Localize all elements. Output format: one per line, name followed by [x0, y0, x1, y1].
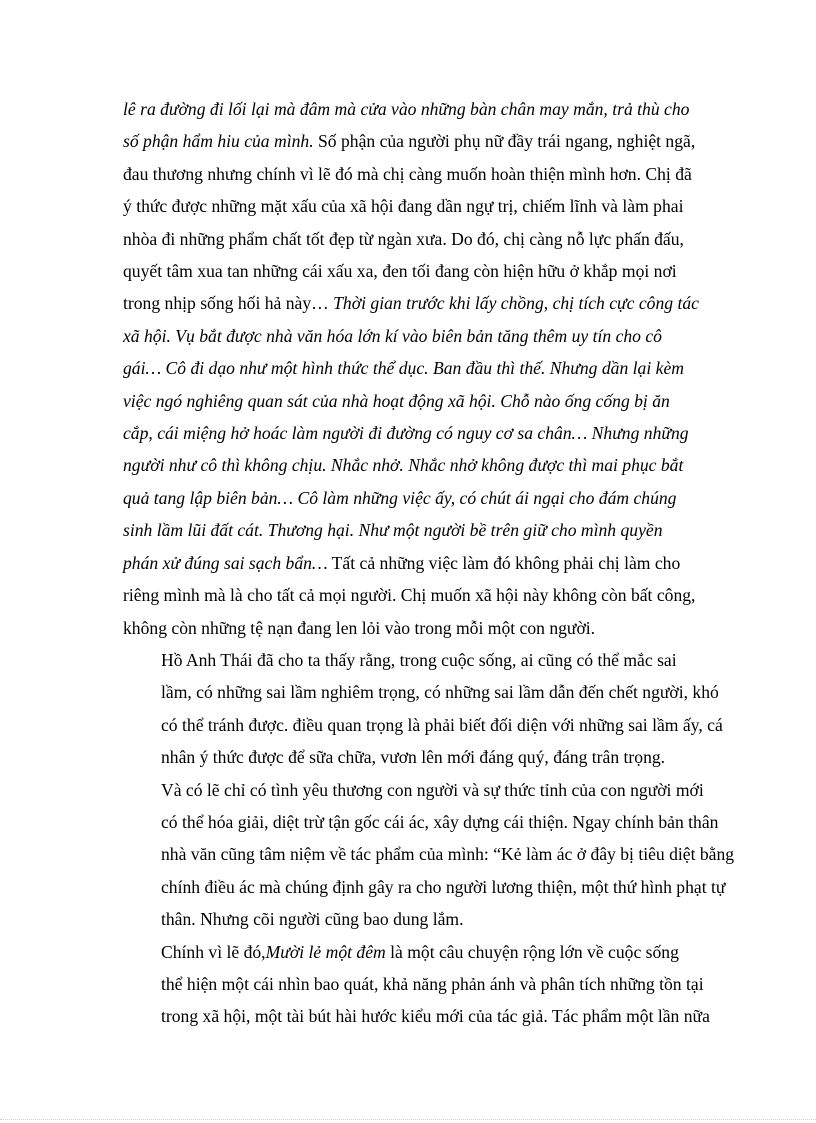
text-line: [123, 287, 753, 319]
text-run: thể hiện một cái nhìn bao quát, khả năng phản ánh và phân tích những tồn tại: [161, 973, 704, 994]
text-run: có thể tránh được. điều quan trọng là phải biết đối diện với những sai lầm ấy, cá: [161, 714, 723, 735]
paragraph: [123, 774, 753, 936]
text-line: [123, 676, 753, 708]
text-line: [123, 936, 753, 968]
text-run: ý thức được những mặt xấu của xã hội đang dần ngự trị, chiếm lĩnh và làm phai: [123, 196, 684, 217]
text-line: [123, 158, 753, 190]
text-run: trong nhịp sống hối hả này…: [123, 293, 329, 314]
text-line: [123, 838, 753, 870]
text-line: [123, 385, 753, 417]
text-line: [123, 320, 753, 352]
text-run: riêng mình mà là cho tất cả mọi người. Chị muốn xã hội này không còn bất công,: [123, 585, 696, 606]
text-run: Số phận của người phụ nữ đầy trái ngang, nghiệt ngã,: [313, 131, 696, 152]
text-line: [123, 514, 753, 546]
italic-text-run: người như cô thì không chịu. Nhắc nhở. Nhắc nhở không được thì mai phục bắt: [123, 455, 684, 476]
italic-text-run: quả tang lập biên bản… Cô làm những việc ấy, có chút ái ngại cho đám chúng: [123, 487, 677, 508]
text-line: [123, 125, 753, 157]
text-line: [123, 255, 753, 287]
text-run: trong xã hội, một tài bút hài hước kiểu mới của tác giả. Tác phẩm một lần nữa: [161, 1006, 710, 1027]
text-run: là một câu chuyện rộng lớn về cuộc sống: [385, 941, 679, 962]
text-run: Hồ Anh Thái đã cho ta thấy rằng, trong cuộc sống, ai cũng có thể mắc sai: [161, 649, 677, 670]
body-text: [123, 93, 753, 1033]
italic-text-run: sinh lầm lũi đất cát. Thương hại. Như một người bề trên giữ cho mình quyền: [123, 520, 663, 541]
text-run: Và có lẽ chỉ có tình yêu thương con người và sự thức tỉnh của con người mới: [161, 779, 704, 800]
text-line: [123, 774, 753, 806]
text-line: [123, 579, 753, 611]
italic-text-run: cắp, cái miệng hở hoác làm người đi đường có nguy cơ sa chân… Nhưng những: [123, 423, 689, 444]
text-run: nhà văn cũng tâm niệm về tác phẩm của mình: “Kẻ làm ác ở đây bị tiêu diệt bằng: [161, 844, 735, 865]
text-line: [123, 482, 753, 514]
paragraph: [123, 93, 753, 644]
text-run: có thể hóa giải, diệt trừ tận gốc cái ác, xây dựng cái thiện. Ngay chính bản thân: [161, 811, 719, 832]
italic-text-run: xã hội. Vụ bắt được nhà văn hóa lớn kí vào biên bản tăng thêm uy tín cho cô: [123, 325, 662, 346]
paragraph: [123, 936, 753, 1033]
text-line: [123, 903, 753, 935]
text-line: [123, 612, 753, 644]
text-run: thân. Nhưng cõi người cũng bao dung lắm.: [161, 909, 464, 930]
text-line: [123, 1000, 753, 1032]
paragraph: [123, 644, 753, 774]
text-run: đau thương nhưng chính vì lẽ đó mà chị càng muốn hoàn thiện mình hơn. Chị đã: [123, 163, 692, 184]
page-bottom-border: [0, 1119, 816, 1120]
text-run: chính điều ác mà chúng định gây ra cho người lương thiện, một thứ hình phạt tự: [161, 876, 726, 897]
text-line: [123, 968, 753, 1000]
text-line: [123, 741, 753, 773]
text-line: [123, 547, 753, 579]
italic-text-run: Mười lẻ một đêm: [265, 941, 386, 962]
italic-text-run: lê ra đường đi lối lại mà đâm mà cửa vào những bàn chân may mắn, trả thù cho: [123, 99, 690, 119]
italic-text-run: phán xử đúng sai sạch bẩn…: [123, 552, 328, 573]
text-run: Tất cả những việc làm đó không phải chị làm cho: [327, 552, 681, 573]
text-line: [123, 417, 753, 449]
italic-text-run: việc ngó nghiêng quan sát của nhà hoạt động xã hội. Chỗ nào ống cống bị ăn: [123, 390, 670, 411]
italic-text-run: Thời gian trước khi lấy chồng, chị tích cực công tác: [328, 293, 699, 314]
text-line: [123, 449, 753, 481]
italic-text-run: số phận hẩm hiu của mình.: [123, 131, 314, 152]
text-line: [123, 644, 753, 676]
italic-text-run: gái… Cô đi dạo như một hình thức thể dục. Ban đầu thì thế. Nhưng dần lại kèm: [123, 358, 684, 379]
text-run: Chính vì lẽ đó,: [161, 941, 266, 962]
text-line: [123, 806, 753, 838]
text-line: [123, 352, 753, 384]
text-run: quyết tâm xua tan những cái xấu xa, đen tối đang còn hiện hữu ở khắp mọi nơi: [123, 261, 677, 282]
text-line: [123, 709, 753, 741]
text-run: nhân ý thức được để sữa chữa, vươn lên mới đáng quý, đáng trân trọng.: [161, 747, 666, 768]
text-line: [123, 223, 753, 255]
text-line: [123, 190, 753, 222]
text-run: không còn những tệ nạn đang len lỏi vào trong mỗi một con người.: [123, 617, 596, 638]
text-run: lầm, có những sai lầm nghiêm trọng, có những sai lầm dẫn đến chết người, khó: [161, 682, 719, 703]
text-run: nhòa đi những phẩm chất tốt đẹp từ ngàn xưa. Do đó, chị càng nỗ lực phấn đấu,: [123, 228, 684, 249]
text-line: [123, 871, 753, 903]
text-line: [123, 93, 753, 125]
